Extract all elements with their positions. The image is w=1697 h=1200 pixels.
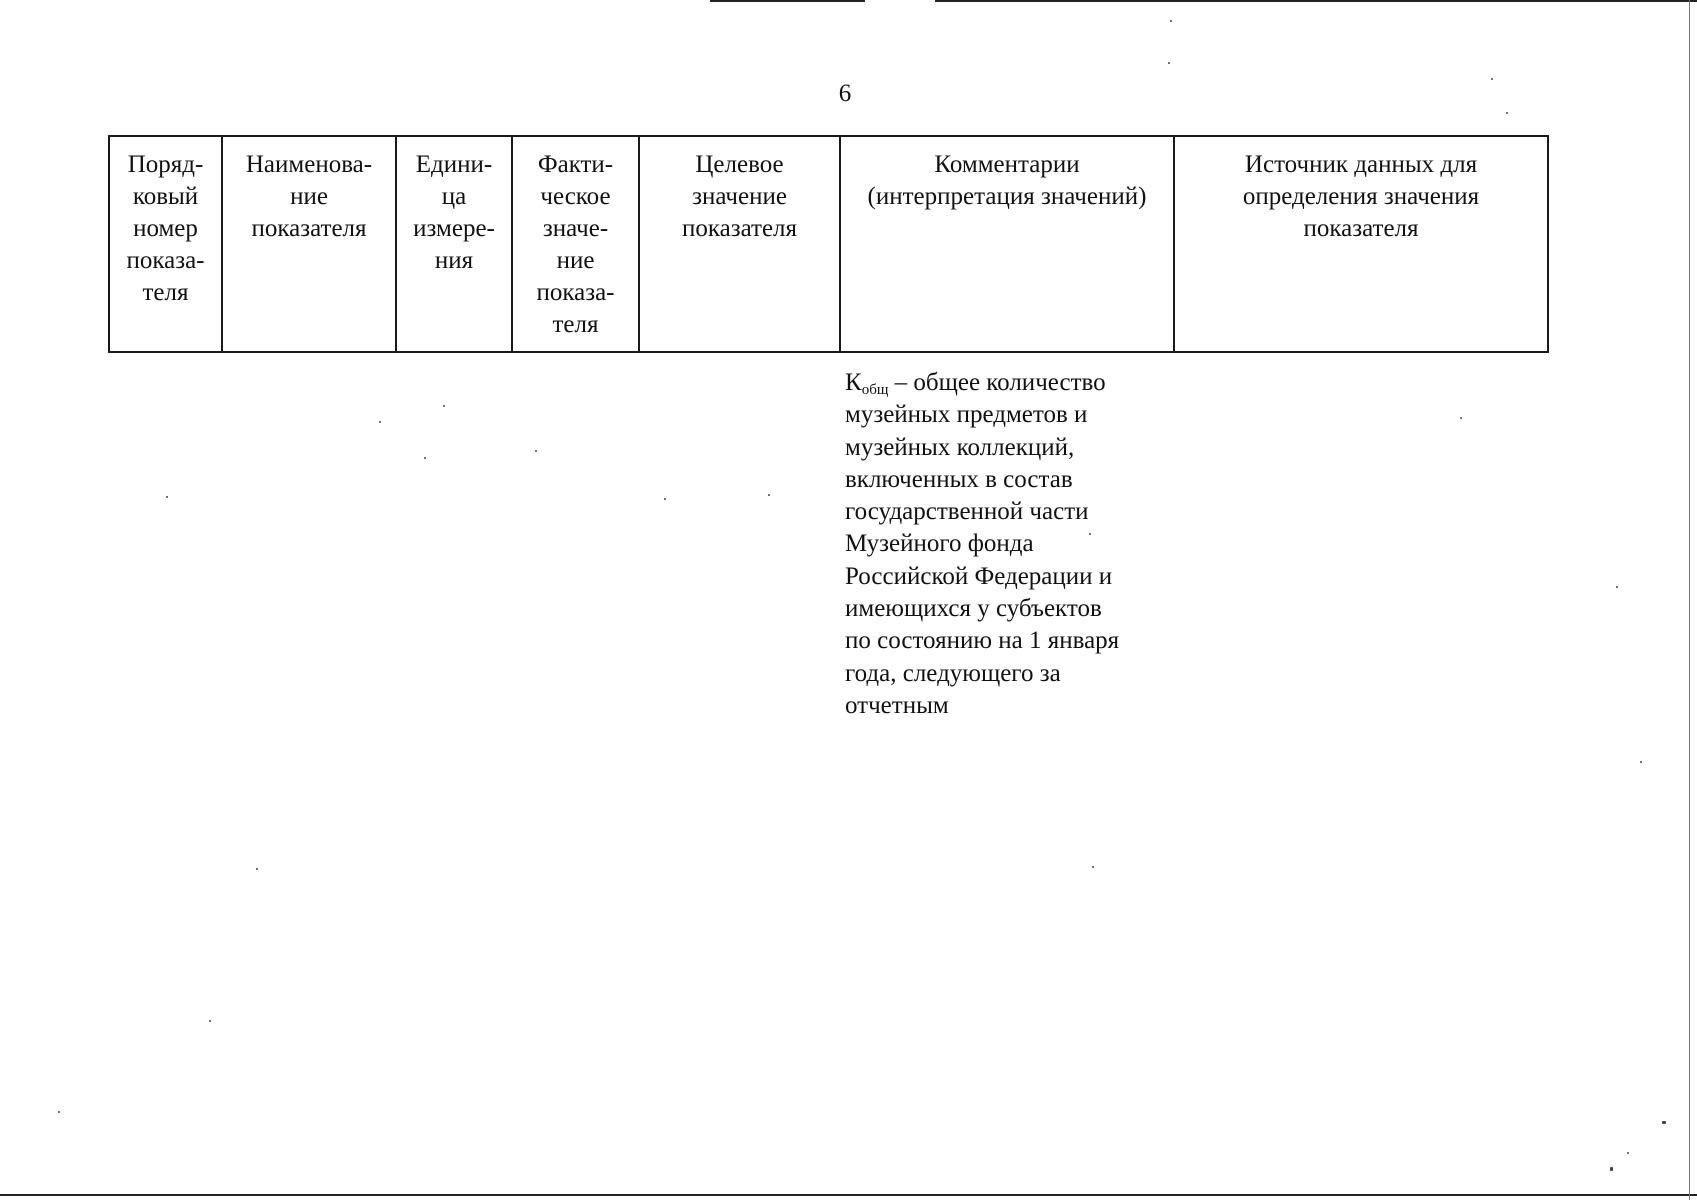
table-header-row (109, 136, 1548, 352)
scan-speck (1506, 112, 1508, 114)
comment-first-line (845, 367, 1175, 399)
scan-speck (256, 868, 258, 870)
comment-line: государственной части (845, 498, 1089, 526)
comment-line: по состоянию на 1 января (845, 627, 1120, 655)
comment-first-line-rest: – общее количество (888, 369, 1106, 396)
header-comments: Комментарии (интерпретация значений) (840, 136, 1174, 352)
scan-bottom-line (0, 1194, 1697, 1196)
comment-text-block (845, 367, 1175, 722)
comment-line: года, следующего за (845, 659, 1061, 687)
scan-top-line-right (935, 0, 1697, 2)
scan-speck (443, 405, 445, 407)
indicator-table-header (108, 135, 1549, 353)
scan-speck (1092, 866, 1094, 868)
scan-speck (1460, 417, 1462, 419)
scan-speck (1170, 20, 1172, 22)
header-unit-of-measure: Едини- ца измере- ния (396, 136, 512, 352)
header-actual-value: Факти- ческое значе- ние показа- теля (512, 136, 639, 352)
scan-speck (535, 450, 537, 452)
comment-line: музейных предметов и (845, 401, 1088, 429)
scan-speck (1610, 1167, 1613, 1171)
scan-speck (209, 1020, 211, 1022)
scan-top-line-left (710, 0, 865, 2)
comment-symbol: К (845, 369, 862, 396)
scan-speck (1627, 1152, 1629, 1154)
scan-speck (379, 421, 381, 423)
scan-speck (1616, 586, 1618, 588)
comment-line: отчетным (845, 691, 949, 719)
scan-speck (664, 498, 666, 500)
header-data-source: Источник данных для определения значения показателя (1174, 136, 1548, 352)
scan-speck (58, 1111, 60, 1113)
scan-speck (1491, 78, 1493, 80)
scan-speck (768, 494, 770, 496)
scan-speck (1662, 1121, 1666, 1124)
header-indicator-name: Наименова- ние показателя (222, 136, 396, 352)
scan-speck (1640, 761, 1642, 763)
header-target-value: Целевое значение показателя (639, 136, 840, 352)
comment-symbol-subscript: общ (861, 382, 889, 398)
scan-speck (424, 457, 426, 459)
comment-line: Музейного фонда (845, 530, 1034, 558)
comment-line: включенных в состав (845, 465, 1073, 493)
comment-line: имеющихся у субъектов (845, 595, 1102, 623)
comment-line: Российской Федерации и (845, 562, 1113, 590)
scan-speck (166, 496, 168, 498)
header-indicator-number: Поряд- ковый номер показа- теля (109, 136, 222, 352)
scan-speck (1089, 533, 1091, 535)
scan-right-edge-line (1689, 0, 1690, 1200)
scan-speck (1168, 62, 1170, 64)
page-number: 6 (838, 80, 852, 107)
comment-line: музейных коллекций, (845, 433, 1075, 461)
